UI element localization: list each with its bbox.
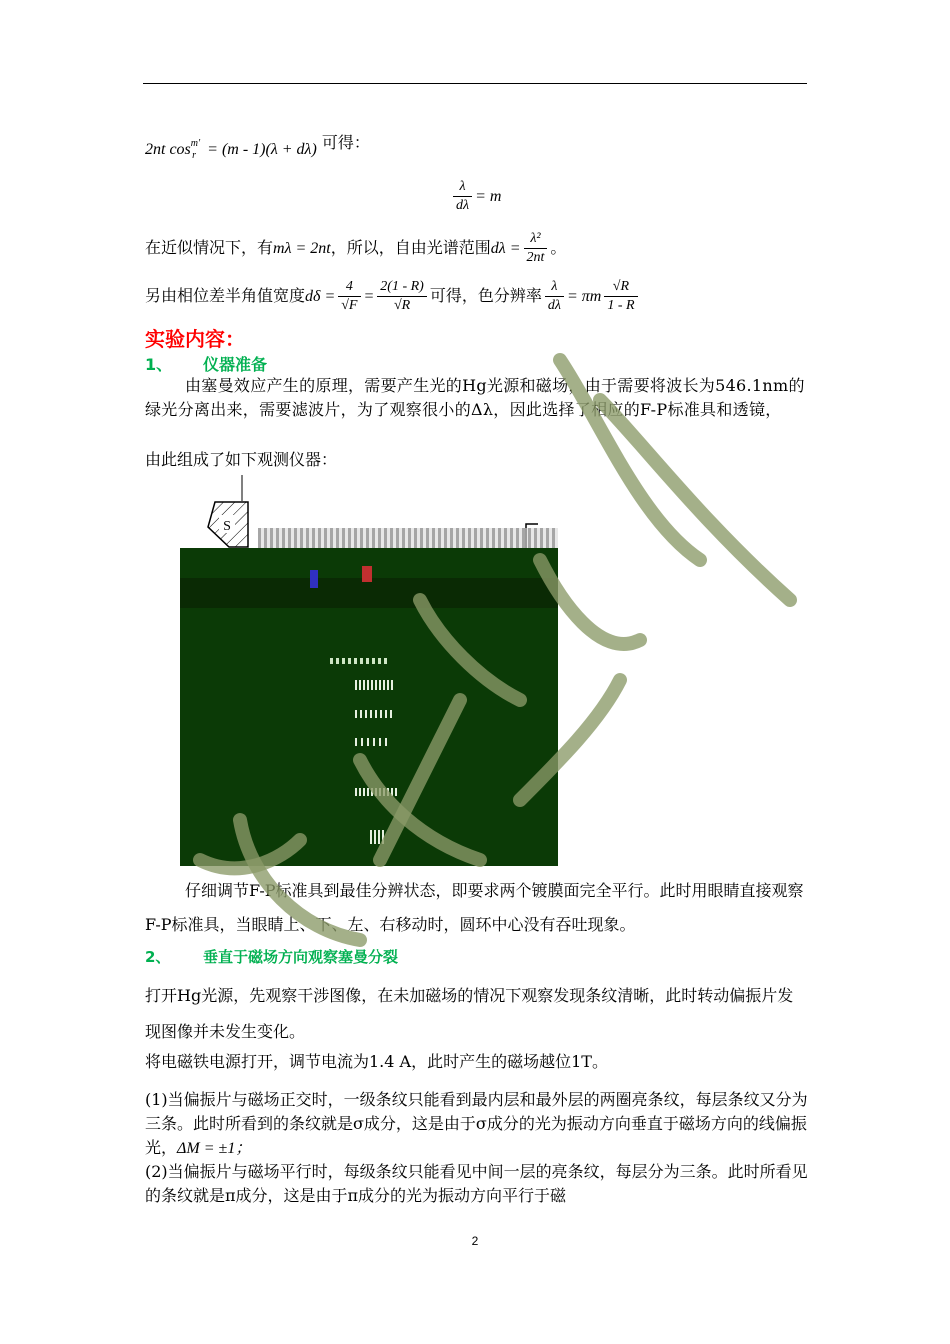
line3-math: mλ = 2nt	[273, 240, 331, 257]
line4-lhs: dδ =	[305, 288, 336, 305]
formula-line-2	[450, 178, 501, 215]
free-spectral-range-line	[145, 230, 566, 267]
paragraph-4: 将电磁铁电源打开，调节电流为1.4 A，此时产生的磁场越位1T。	[145, 1052, 608, 1071]
apparatus-dots	[330, 658, 390, 664]
paragraph-5-math: ΔM = ±1；	[177, 1140, 252, 1157]
formula2-frac	[453, 178, 472, 215]
formula2-den: dλ	[456, 198, 470, 213]
line4-frac2-den: √R	[393, 298, 411, 313]
line3-den: 2nt	[526, 250, 545, 265]
formula-line-1	[145, 133, 370, 163]
line4-frac1	[338, 278, 360, 315]
formula1-after: 可得：	[321, 133, 370, 152]
line4-frac1-den: √F	[341, 298, 358, 313]
paragraph-1: 由塞曼效应产生的原理，需要产生光的Hg光源和磁场，由于需要将波长为546.1nm的绿光分离出来，需要滤波片，为了观察很小的Δλ，因此选择了相应的F-P标准具和透镜，	[145, 376, 805, 419]
line4-frac1-num: 4	[338, 278, 360, 297]
line4-mid: 可得，色分辨率	[429, 286, 542, 305]
paragraph-5	[145, 1088, 809, 1161]
apparatus-noise-strip	[258, 528, 558, 550]
line4-frac4	[604, 278, 637, 315]
apparatus-dots	[355, 738, 391, 746]
line4-frac4-num: √R	[604, 278, 637, 297]
subsection-1-number: 1、	[145, 355, 173, 374]
line3-num: λ²	[524, 230, 548, 249]
formula2-rhs: = m	[475, 188, 502, 205]
subsection-1-heading	[145, 352, 267, 375]
subsection-2-heading	[145, 946, 398, 967]
line4-prefix: 另由相位差半角值宽度	[145, 286, 306, 305]
page-number: 2	[471, 1234, 479, 1248]
subsection-1-title: 仪器准备	[203, 355, 268, 374]
light-source-figure	[205, 475, 265, 555]
line4-frac2-num: 2(1 - R)	[377, 278, 427, 297]
formula1-rhs: = (m - 1)(λ + dλ)	[207, 141, 317, 158]
apparatus-mark-blue	[310, 570, 318, 588]
line4-frac3	[545, 278, 564, 315]
formula1-text: 2nt cos	[145, 141, 191, 158]
paragraph-3: 打开Hg光源，先观察干涉图像，在未加磁场的情况下观察发现条纹清晰，此时转动偏振片发现图像并未发生变化。	[145, 986, 794, 1041]
line4-frac3-num: λ	[545, 278, 564, 297]
formula2-num: λ	[453, 178, 472, 197]
apparatus-dots	[355, 710, 393, 718]
formula1-sub: r	[192, 150, 197, 161]
line3-mid: ，所以，自由光谱范围	[330, 238, 491, 257]
line4-eq: =	[363, 288, 375, 305]
resolution-line	[145, 278, 641, 315]
header-rule	[143, 83, 807, 84]
formula1-sup: m'	[190, 138, 201, 149]
section-title: 实验内容：	[145, 327, 245, 351]
line4-frac4-den: 1 - R	[607, 298, 635, 313]
apparatus-mark-red	[362, 566, 372, 582]
line3-lhs: dλ =	[490, 240, 521, 257]
apparatus-band	[180, 578, 558, 608]
figure-label-s: S	[223, 519, 231, 534]
subsection-2-number: 2、	[145, 948, 171, 966]
line4-frac2	[377, 278, 427, 315]
apparatus-image	[180, 548, 558, 866]
apparatus-dots	[370, 830, 386, 844]
apparatus-dots	[355, 788, 399, 796]
line4-frac3-den: dλ	[547, 298, 561, 313]
subsection-2-title: 垂直于磁场方向观察塞曼分裂	[203, 948, 399, 966]
line4-eq2: = πm	[566, 288, 602, 305]
paragraph-5-text: (1)当偏振片与磁场正交时，一级条纹只能看到最内层和最外层的两圈亮条纹，每层条纹又分为三条。此时所看到的条纹就是σ成分，这是由于σ成分的光为振动方向垂直于磁场方向的线偏振光，	[145, 1090, 808, 1157]
paragraph-6: (2)当偏振片与磁场平行时，每级条纹只能看见中间一层的亮条纹，每层分为三条。此时所看见的条纹就是π成分，这是由于π成分的光为振动方向平行于磁	[145, 1162, 808, 1205]
line3-frac	[524, 230, 548, 267]
line3-suffix: 。	[550, 238, 567, 257]
apparatus-dots	[355, 680, 395, 690]
paragraph-1b: 由此组成了如下观测仪器：	[145, 450, 338, 469]
paragraph-2: 仔细调节F-P标准具到最佳分辨状态，即要求两个镀膜面完全平行。此时用眼睛直接观察F-P标准具，当眼睛上、下、左、右移动时，圆环中心没有吞吐现象。	[145, 881, 804, 934]
line3-prefix: 在近似情况下，有	[145, 238, 274, 257]
